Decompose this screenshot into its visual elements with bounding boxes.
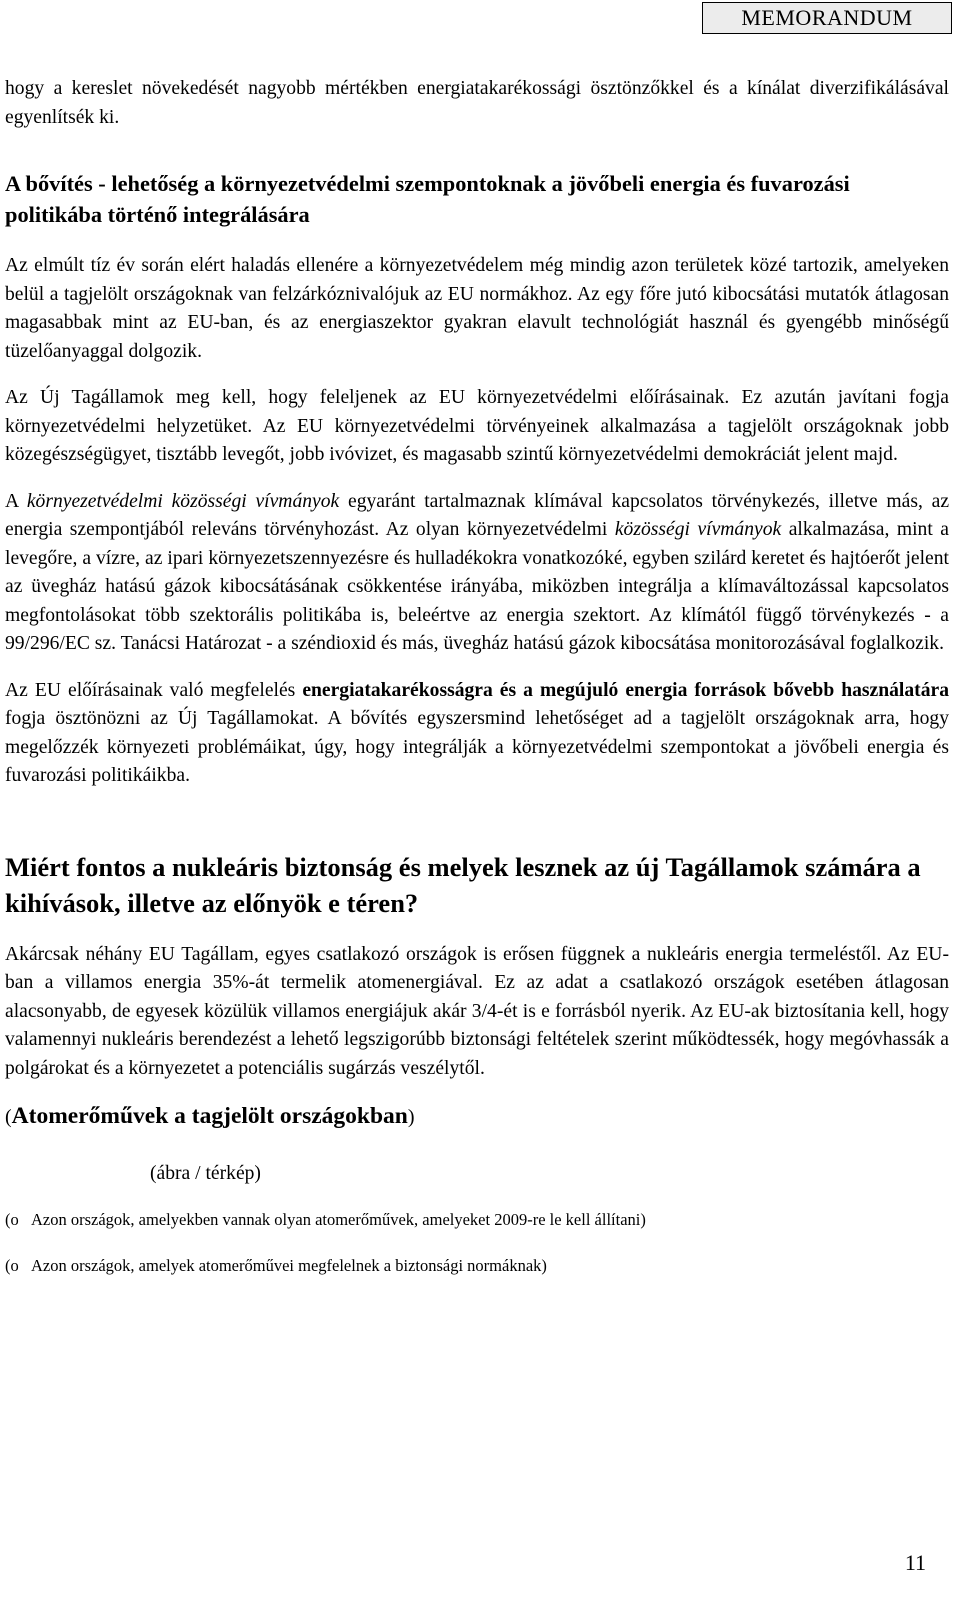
legend-item bbox=[5, 1208, 949, 1232]
italic-term: közösségi vívmányok bbox=[614, 519, 782, 540]
figure-title bbox=[5, 1101, 949, 1132]
legend-item bbox=[5, 1254, 949, 1278]
legend-text: Azon országok, amelyek atomerőművei megfelelnek a biztonsági normáknak) bbox=[31, 1256, 547, 1275]
paragraph-acquis bbox=[5, 488, 949, 659]
section-heading-enlargement: A bővítés - lehetőség a környezetvédelmi szempontoknak a jövőbeli energia és fuvarozási politikába történő integrálására bbox=[5, 171, 850, 227]
figure-title-close: ) bbox=[407, 1106, 415, 1128]
text-run: egyaránt tartalmaznak klímával kapcsolatos törvénykezés, illetve más, az energia szempontjából releváns törvényhozást. Az olyan környezetvédelmi bbox=[5, 490, 950, 540]
italic-term: környezetvédelmi közösségi vívmányok bbox=[26, 490, 340, 512]
text-run: Az EU előírásainak való megfelelés bbox=[5, 679, 303, 701]
paragraph-continued: hogy a kereslet növekedését nagyobb mértékben energiatakarékossági ösztönzőkkel és a kínálat diverzifikálásával egyenlítsék ki. bbox=[5, 78, 949, 128]
figure-placeholder: (ábra / térkép) bbox=[150, 1163, 261, 1184]
legend-mark: (o bbox=[5, 1210, 19, 1229]
paragraph-nuclear-dependence: Akárcsak néhány EU Tagállam, egyes csatlakozó országok is erősen függnek a nukleáris energia termeléstől. Az EU-ban a villamos energia 35%-át termelik atomenergiával. Ez az adat a csatlakozó országok esetében átlagosan alacsonyabb, de egyesek közülük villamos energiájuk akár 3/4-ét is e forrásból nyerik. Az EU-ak biztosítania kell, hogy valamennyi nukleáris berendezést a lehető legszigorúbb biztonsági feltételek szerint működtessék, hogy megóvhassák a polgárokat és a környezetet a potenciális sugárzás veszélytől. bbox=[5, 943, 949, 1079]
paragraph-energy-saving bbox=[5, 677, 949, 791]
document-body bbox=[5, 75, 949, 1278]
legend-mark: (o bbox=[5, 1256, 19, 1275]
figure-title-text: Atomerőművek a tagjelölt országokban bbox=[11, 1103, 408, 1129]
text-run: fogja ösztönözni az Új Tagállamokat. A bővítés egyszersmind lehetőséget ad a tagjelölt országoknak arra, hogy megelőzzék környezeti problémáikat, úgy, hogy integrálják a környezetvédelmi szempontokat a jövőbeli energia és fuvarozási politikáikba. bbox=[5, 708, 949, 786]
text-run: alkalmazása, mint a levegőre, a vízre, az ipari környezetszennyezésre és hulladékokra vonatkozóké, egyben szilárd keretet és hajtóerőt jelent az üvegház hatású gázok kibocsátásának csökkentése irányába, miközben integrálja a klímaváltozással kapcsolatos megfontolásokat több szektorális politikába is, beleértve az energia szektort. Az klímától függő törvénykezés - a 99/296/EC sz. Tanácsi Határozat - a széndioxid és más, üvegház hatású gázok kibocsátása monitorozásával foglalkozik. bbox=[5, 519, 949, 654]
memorandum-label: MEMORANDUM bbox=[702, 2, 952, 34]
bold-emphasis: energiatakarékosságra és a megújuló energia források bővebb használatára bbox=[302, 679, 949, 701]
section-heading-nuclear-safety: Miért fontos a nukleáris biztonság és melyek lesznek az új Tagállamok számára a kihívások, illetve az előnyök e téren? bbox=[5, 851, 921, 918]
page-number: 11 bbox=[904, 1550, 926, 1575]
text-run: A bbox=[5, 490, 27, 512]
paragraph-new-member-states: Az Új Tagállamok meg kell, hogy feleljenek az EU környezetvédelmi előírásainak. Ez azután javítani fogja környezetvédelmi helyzetüket. Az EU környezetvédelmi törvényeinek alkalmazása a tagjelölt országoknak jobb közegészségügyet, tisztább levegőt, jobb ivóvizet, és magasabb szintű környezetvédelmi demokráciát jelent majd. bbox=[5, 387, 949, 465]
paragraph-environment-progress: Az elmúlt tíz év során elért haladás ellenére a környezetvédelem még mindig azon területek közé tartozik, amelyeken belül a tagjelölt országoknak van felzárkóznivalójuk az EU normákhoz. Az egy főre jutó kibocsátási mutatók átlagosan magasabbak mint az EU-ban, és az energiaszektor gyakran elavult technológiát használ és gyengébb minőségű tüzelőanyaggal dolgozik. bbox=[5, 255, 949, 362]
figure-title-open: ( bbox=[5, 1106, 12, 1128]
legend-text: Azon országok, amelyekben vannak olyan atomerőművek, amelyeket 2009-re le kell állítani) bbox=[31, 1210, 646, 1229]
